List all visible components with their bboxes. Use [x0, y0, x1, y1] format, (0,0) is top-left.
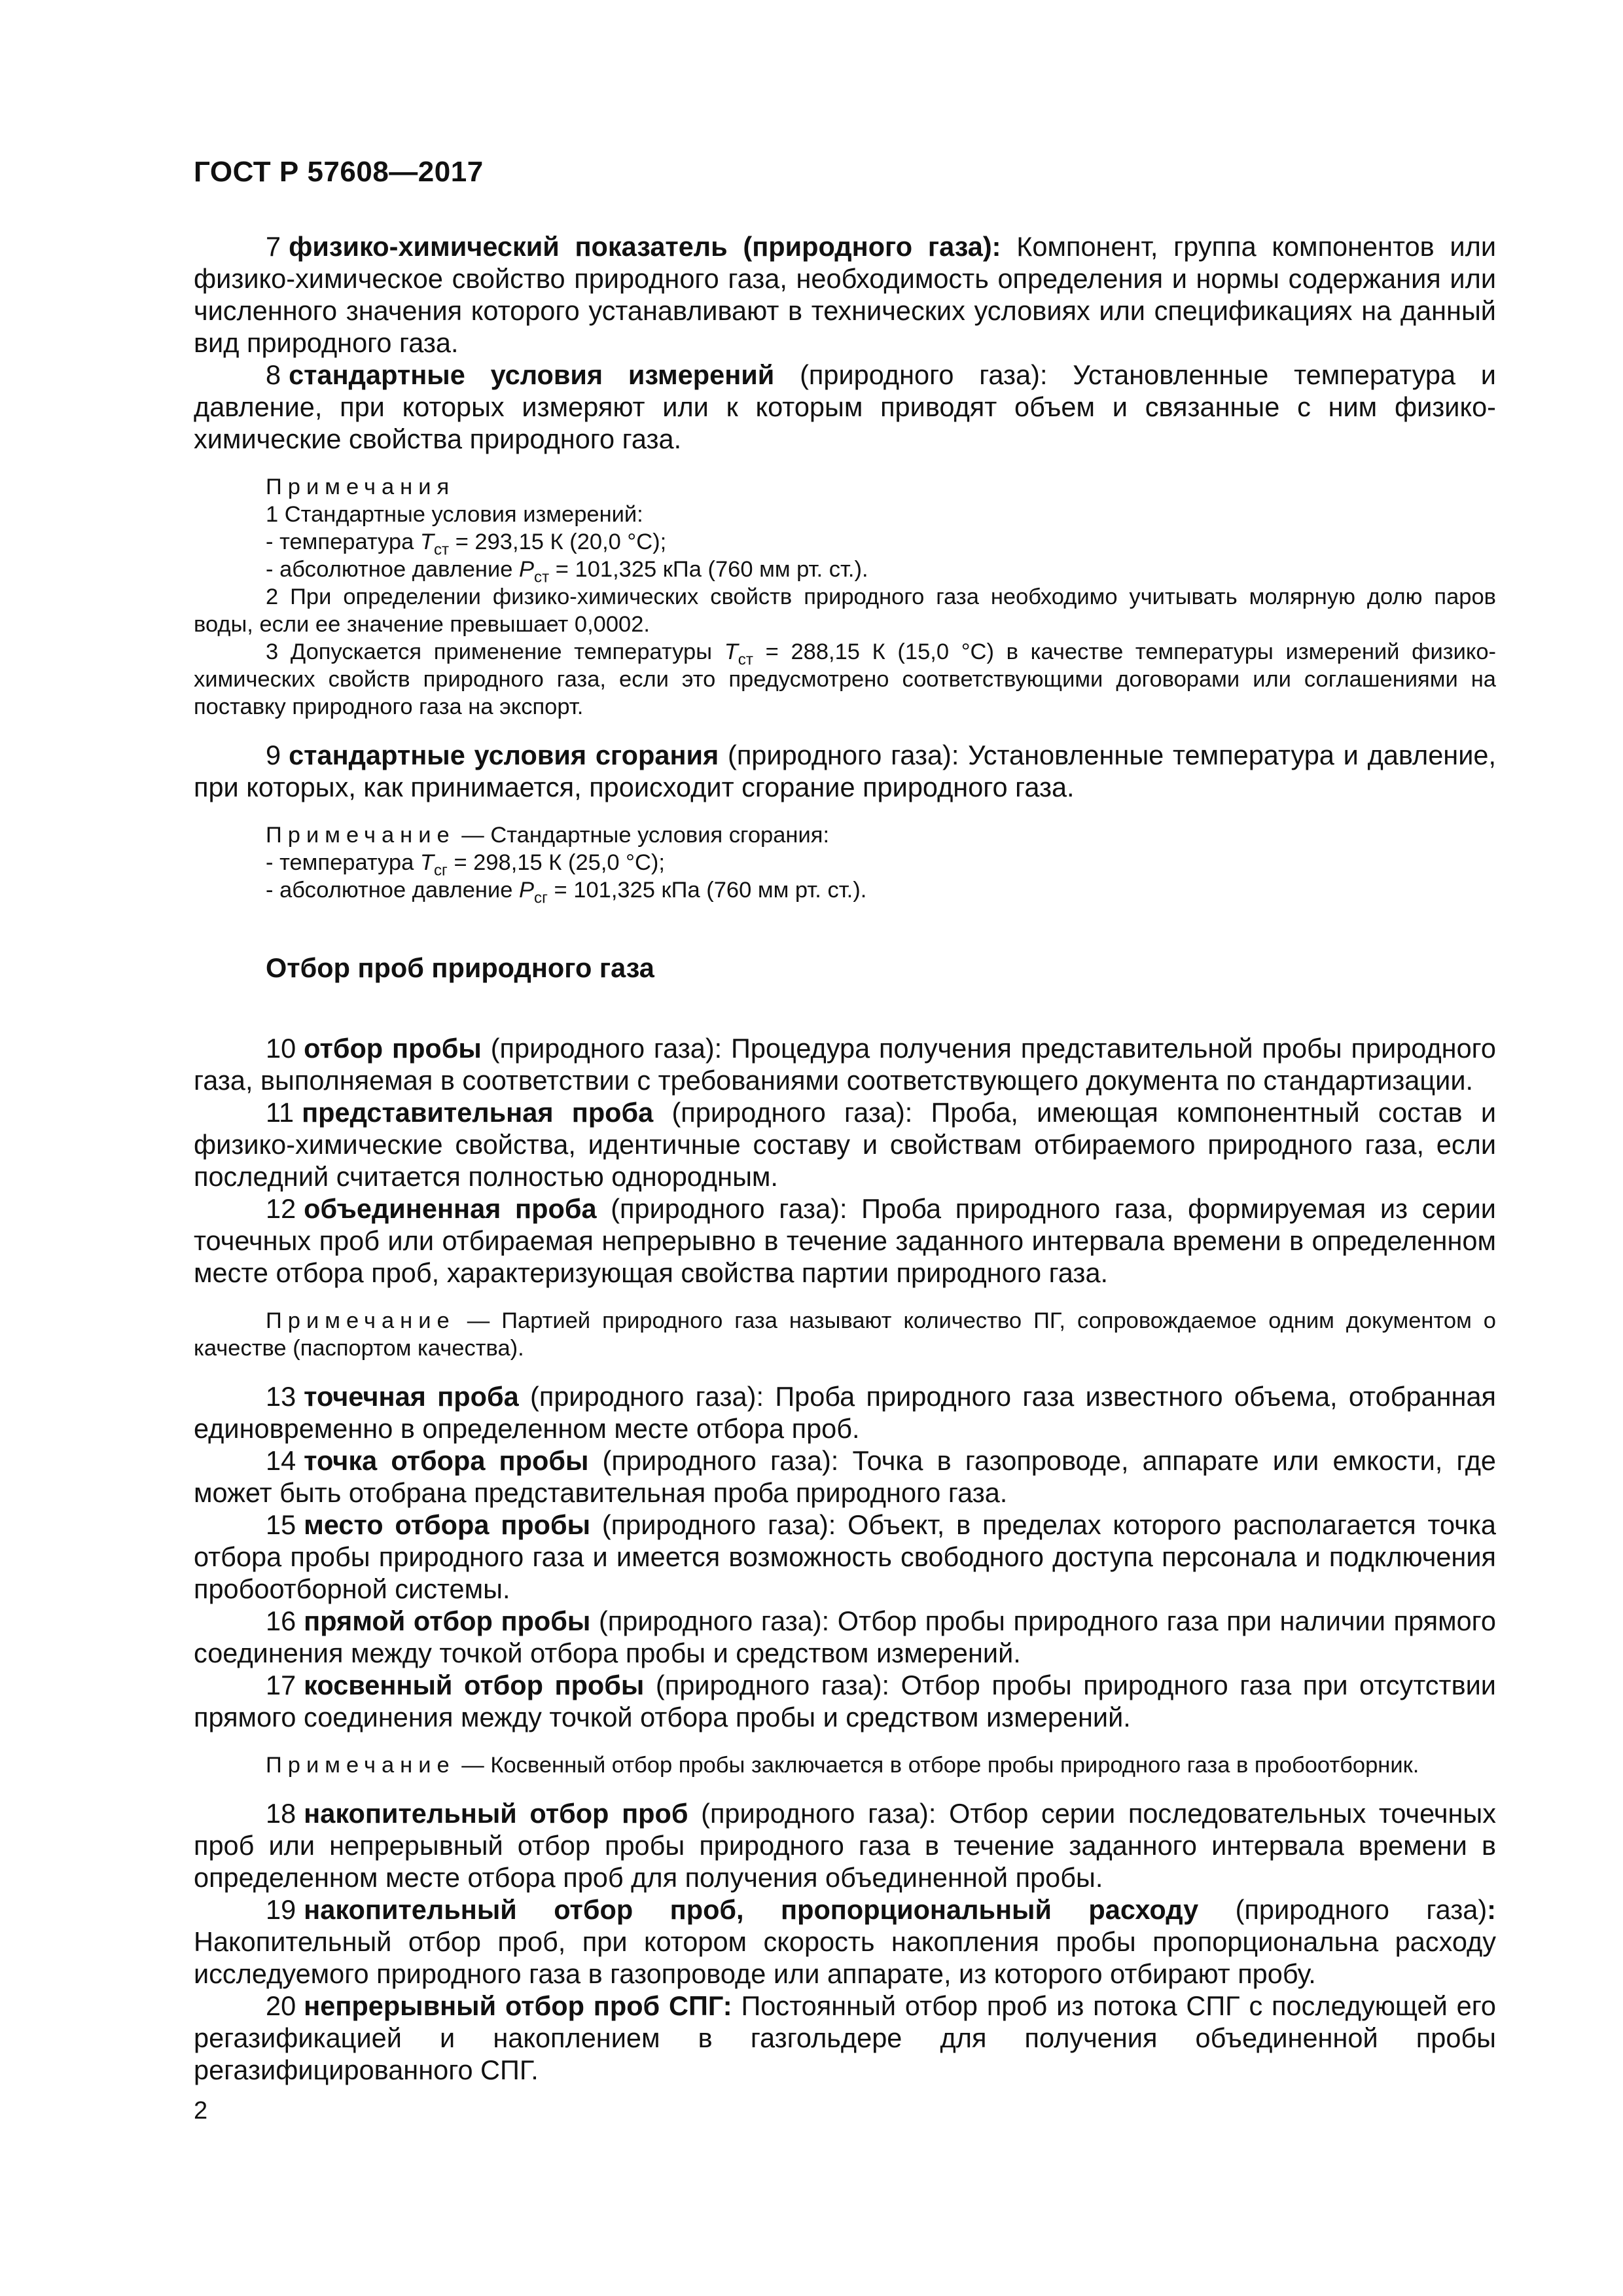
term-8: 8 стандартные условия измерений (природного газа): Установленные температура и давление, при которых измеряют или к которым приводят объем и связанные с ним физико-химические свойства природного газа. [194, 359, 1496, 454]
notes-term-8 [194, 473, 1496, 586]
term-11: 11 представительная проба (природного газа): Проба, имеющая компонентный состав и физико-химические свойства, идентичные составу и свойствам отбираемого природного газа, если последний считается полностью однородным. [194, 1097, 1496, 1192]
document-header: ГОСТ Р 57608—2017 [194, 156, 484, 188]
term-12: 12 объединенная проба (природного газа): Проба природного газа, формируемая из серии точечных проб или отбираемая непрерывно в течение заданного интервала времени в определенном месте отбора проб, характеризующая свойства партии природного газа. [194, 1193, 1496, 1288]
notes-term-9 [194, 821, 1496, 907]
note-2: 2 При определении физико-химических свойств природного газа необходимо учитывать молярную долю паров воды, если ее значение превышает 0,0002. [194, 584, 1496, 637]
term-20: 20 непрерывный отбор проб СПГ: Постоянный отбор проб из потока СПГ с последующей его регазификацией и накоплением в газгольдере для получения объединенной пробы регазифицированного СПГ. [194, 1990, 1496, 2085]
note-9-pressure: - абсолютное давление $P_{сг} = 101,325$ кПа (760 мм рт. ст.). [266, 878, 867, 907]
note-term-17: Примечание — Косвенный отбор пробы заключается в отборе пробы природного газа в пробоотборник. [266, 1753, 1419, 1778]
page-number: 2 [194, 2097, 208, 2125]
term-15: 15 место отбора пробы (природного газа): Объект, в пределах которого располагается точка отбора пробы природного газа и имеется возможность свободного доступа персонала и подключения пробоотборной системы. [194, 1509, 1496, 1604]
note-9-temperature: - температура $T_{сг} = 298,15$ К (25,0 °С); [266, 850, 665, 880]
note-1: 1 Стандартные условия измерений: [266, 502, 643, 527]
term-13: 13 точечная проба (природного газа): Проба природного газа известного объема, отобранная единовременно в определенном месте отбора проб. [194, 1381, 1496, 1444]
term-9: 9 стандартные условия сгорания (природного газа): Установленные температура и давление, при которых, как принимается, происходит сгорание природного газа. [194, 740, 1496, 802]
notes-title: Примечания [266, 475, 455, 499]
term-10: 10 отбор пробы (природного газа): Процедура получения представительной пробы природного газа, выполняемая в соответствии с требованиями соответствующего документа по стандартизации. [194, 1033, 1496, 1096]
term-14: 14 точка отбора пробы (природного газа): Точка в газопроводе, аппарате или емкости, где может быть отобрана представительная проба природного газа. [194, 1445, 1497, 1508]
term-18: 18 накопительный отбор проб (природного газа): Отбор серии последовательных точечных проб или непрерывный отбор пробы природного газа в течение заданного интервала времени в определенном месте отбора проб для получения объединенной пробы. [194, 1798, 1497, 1893]
note-9-lead: Примечание — Стандартные условия сгорания: [266, 823, 830, 848]
document-body [194, 230, 1496, 2086]
note-1-temperature: - температура $T_{ст} = 293,15$ К (20,0 °С); [266, 529, 667, 559]
note-3: 3 Допускается применение температуры $T_{ст} = 288,15$ К (15,0 °С) в качестве температуры измерений физико-химических свойств природного газа, если это предусмотрено соответствующими договорами или соглашениями на поставку природного газа на экспорт. [194, 639, 1496, 719]
term-7: 7 физико-химический показатель (природного газа): Компонент, группа компонентов или физико-химическое свойство природного газа, необходимость определения и нормы содержания или численного значения которого устанавливают в технических условиях или спецификациях на данный вид природного газа. [194, 231, 1497, 358]
term-19: 19 накопительный отбор проб, пропорциональный расходу (природного газа): Накопительный отбор проб, при котором скорость накопления пробы пропорциональна расходу исследуемого природного газа в газопроводе или аппарате, из которого отбирают пробу. [194, 1894, 1496, 1989]
term-16: 16 прямой отбор пробы (природного газа): Отбор пробы природного газа при наличии прямого соединения между точкой отбора пробы и средством измерений. [194, 1605, 1496, 1668]
term-17: 17 косвенный отбор пробы (природного газа): Отбор пробы природного газа при отсутствии прямого соединения между точкой отбора пробы и средством измерений. [194, 1670, 1496, 1732]
note-term-12: Примечание — Партией природного газа называют количество ПГ, сопровождаемое одним документом о качестве (паспортом качества). [194, 1308, 1496, 1361]
note-1-pressure: - абсолютное давление $P_{ст} = 101,325$ кПа (760 мм рт. ст.). [266, 557, 868, 586]
section-heading: Отбор проб природного газа [266, 952, 654, 983]
